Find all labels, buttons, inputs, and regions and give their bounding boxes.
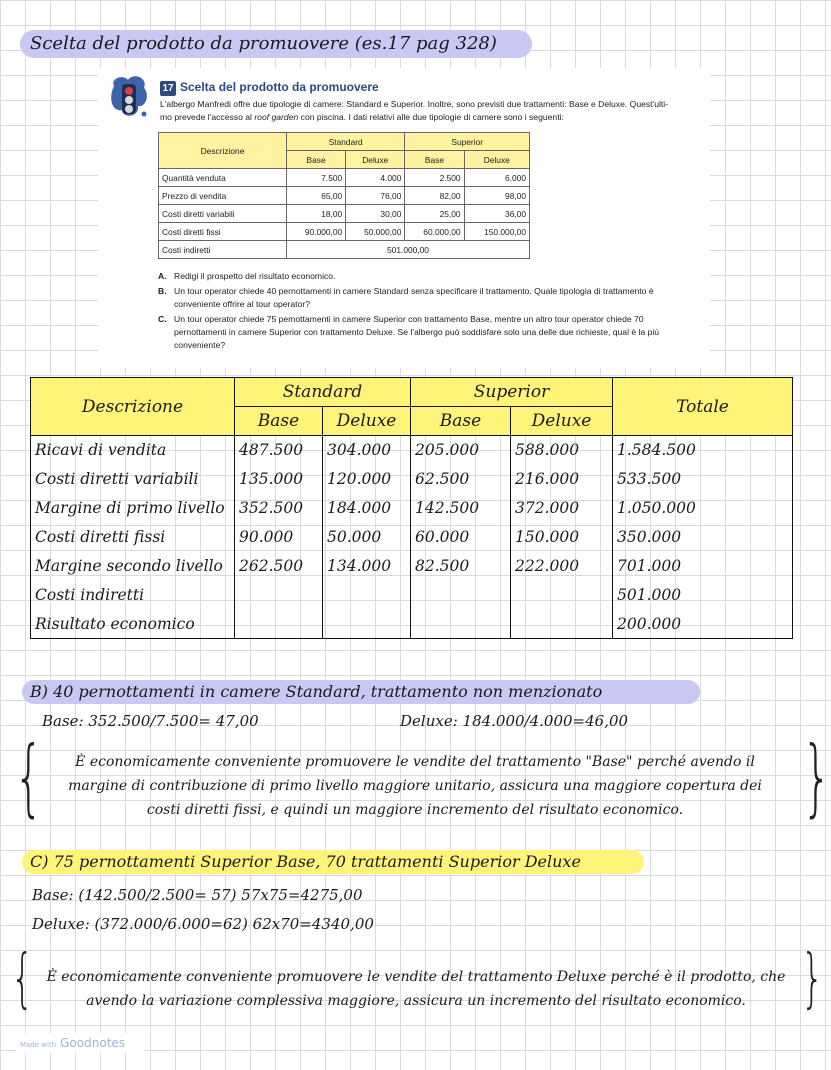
goodnotes-watermark: Made with Goodnotes [16,1033,144,1053]
question-c: C. Un tour operator chiede 75 pemottamenti in camere Superior con trattamento Base, mentre un altro tour operator chiede 70 pernottamenti in camere Superior con trattamento Deluxe. Se l'albergo può soddisfare solo una delle due richieste, qual è la più conveniente? [158,314,660,350]
question-a: A. Redigi il prospetto del risultato economico. [158,271,336,281]
traffic-light-icon [110,74,150,120]
exercise-number: 17 [160,81,176,96]
question-b: B. Un tour operator chiede 40 pernottamenti in camere Standard senza specificare il trattamento. Quale tipologia di trattamento è conveniente offrire al tour operator? [158,286,654,309]
section-c-explanation: È economicamente conveniente promuovere le vendite del trattamento Deluxe perché è il prodotto, che avendo la variazione complessiva maggiore, assicura un incremento del risultato economico. [46,969,786,1009]
right-brace-icon: } [802,728,831,826]
table-row: Costi indiretti 501.000,00 [159,241,530,259]
table-row: Margine secondo livello 262.500 134.000 82.500 222.000 701.000 [31,552,793,581]
left-brace-icon: { [14,728,44,826]
table-row: Costi diretti variabili 135.000 120.000 62.500 216.000 533.500 [31,465,793,494]
sub-header: Base [411,407,511,436]
exercise-data-table: Descrizione Standard Superior Base Deluxe Base Deluxe Quantità venduta 7.500 4.000 2.500 6.000 Prezzo di vendita 65,00 76,00 82,00 98,00 Costi diretti variabili 18,00 30,00 25,00 36,00 Costi diretti fissi 90.000,00 50.000,00 60.000,00 150.000,00 Costi indiretti 501.000,00 [158,132,530,259]
exercise-questions [158,270,698,354]
textbook-excerpt [98,68,710,368]
table-row: Ricavi di vendita 487.500 304.000 205.000 588.000 1.584.500 [31,436,793,465]
standard-header: Standard [235,378,411,407]
section-b-calc-deluxe: Deluxe: 184.000/4.000=46,00 [400,712,629,730]
superior-header: Superior [411,378,613,407]
section-c-heading: C) 75 pernottamenti Superior Base, 70 trattamenti Superior Deluxe [22,850,644,874]
result-table [30,377,792,656]
sub-header: Deluxe [511,407,613,436]
sub-header: Base [235,407,323,436]
desc-header: Descrizione [31,378,235,436]
section-b-explanation: È economicamente conveniente promuovere le vendite del trattamento "Base" perché avendo il margine di contribuzione di primo livello maggiore unitario, assicura una maggiore copertura dei costi diretti fissi, e quindi un maggiore incremento del risultato economico. [68,754,762,818]
table-row: Prezzo di vendita 65,00 76,00 82,00 98,00 [159,187,530,205]
section-b-heading: B) 40 pernottamenti in camere Standard, trattamento non menzionato [22,680,700,704]
table-row: Risultato economico 200.000 [31,610,793,639]
exercise-heading: Scelta del prodotto da promuovere [180,80,379,94]
table-row: Costi diretti fissi 90.000 50.000 60.000 150.000 350.000 [31,523,793,552]
page-title: Scelta del prodotto da promuovere (es.17 pag 328) [20,30,532,58]
table-row: Quantità venduta 7.500 4.000 2.500 6.000 [159,169,530,187]
exercise-intro: L'albergo Manfredi offre due tipologie di camere: Standard e Superior. Inoltre, sono previsti due trattamenti: Base e Deluxe. Quest'ulti- mo prevede l'accesso al roof garden con piscina. I dati relativi alle due tipologie di camere sono i seguenti: [160,99,669,122]
left-brace-icon: { [11,942,34,1016]
table-row: Margine di primo livello 352.500 184.000 142.500 372.000 1.050.000 [31,494,793,523]
section-c-calc-base: Base: (142.500/2.500= 57) 57x75=4275,00 [32,886,363,904]
sub-header: Deluxe [323,407,411,436]
total-header: Totale [613,378,793,436]
section-b-calc-base: Base: 352.500/7.500= 47,00 [42,712,259,730]
table-row: Costi diretti fissi 90.000,00 50.000,00 60.000,00 150.000,00 [159,223,530,241]
section-c-calc-deluxe: Deluxe: (372.000/6.000=62) 62x70=4340,00 [32,915,374,933]
table-row: Costi indiretti 501.000 [31,581,793,610]
table-row: Costi diretti variabili 18,00 30,00 25,00 36,00 [159,205,530,223]
right-brace-icon: } [801,942,824,1016]
